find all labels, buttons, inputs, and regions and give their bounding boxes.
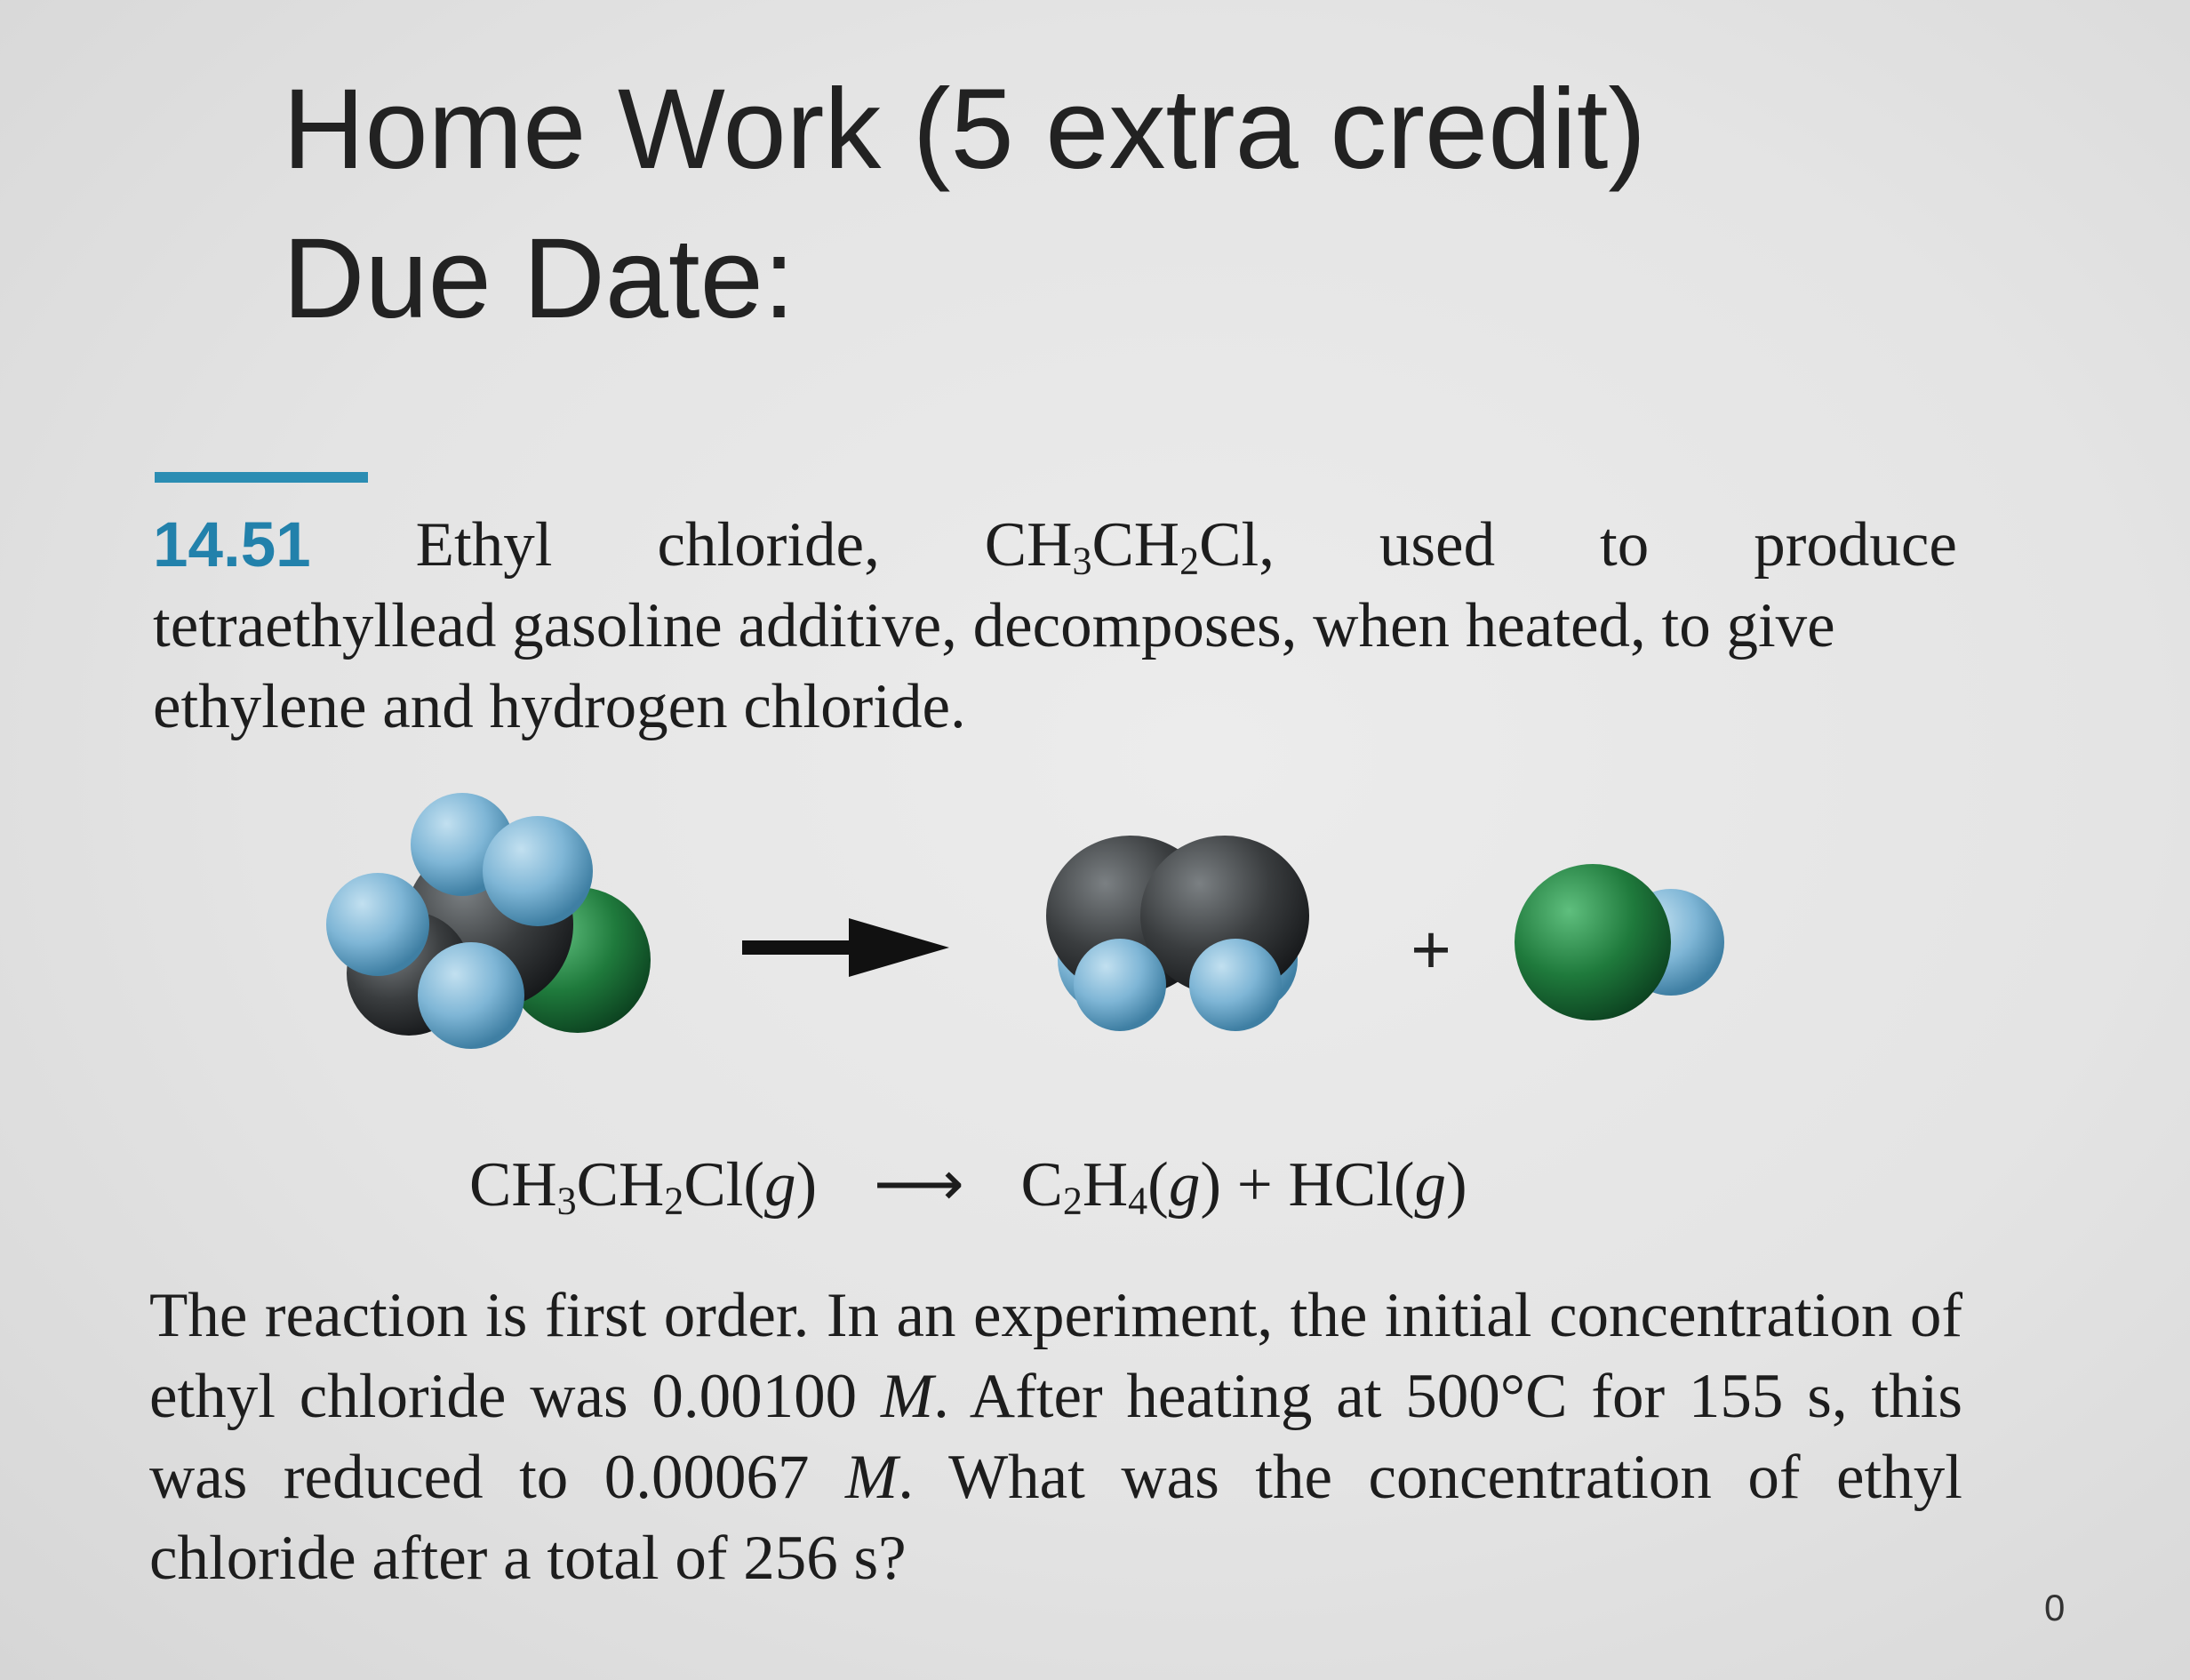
hydrogen-chloride-molecule [1515, 864, 1724, 1020]
reaction-arrow-icon [742, 918, 949, 977]
intro-word: produce [1754, 510, 1957, 580]
problem-number: 14.51 [153, 510, 311, 580]
equation-product-ethylene: $C_2H_4(g)$ [1020, 1150, 1221, 1223]
problem-accent-rule [155, 472, 368, 483]
reaction-equation [469, 1147, 1467, 1221]
ethylene-molecule [1046, 836, 1309, 1031]
intro-word: chloride, [657, 510, 880, 580]
intro-word: Ethyl [415, 510, 553, 580]
equation-arrow: ⟶ [873, 1150, 964, 1220]
intro-word: to [1600, 510, 1650, 580]
homework-title: Home Work (5 extra credit) [283, 66, 1646, 193]
equation-plus: + [1236, 1150, 1273, 1220]
molecule-diagram [320, 791, 1778, 1067]
problem-intro-first-line [153, 505, 1957, 586]
ethyl-chloride-molecule [326, 793, 651, 1049]
hydrogen-atom [483, 816, 593, 926]
intro-word: used [1379, 510, 1496, 580]
formula-inline: $CH_3CH_2Cl$, [984, 510, 1275, 583]
equation-reactant: $CH_3CH_2Cl(g)$ [469, 1150, 818, 1223]
problem-intro [153, 505, 1957, 748]
hydrogen-atom [1074, 939, 1166, 1031]
chlorine-atom [1515, 864, 1671, 1020]
hydrogen-atom [418, 942, 524, 1049]
problem-question: The reaction is first order. In an experiment, the initial concentration of ethyl chloride was 0.00100 M. After heating at 500°C for 155 s, this was reduced to 0.00067 M. What was the concentration of ethyl chloride after a total of 256 s? [149, 1281, 1962, 1593]
due-date-label: Due Date: [283, 215, 795, 342]
hydrogen-atom [1189, 939, 1282, 1031]
problem-intro-rest: tetraethyllead gasoline additive, decomposes, when heated, to give ethylene and hydrogen chloride. [153, 591, 1835, 741]
plus-sign: + [1411, 910, 1451, 988]
corner-mark: 0 [2044, 1587, 2066, 1628]
hydrogen-atom [326, 873, 429, 976]
equation-product-hcl: HCl(g) [1288, 1150, 1467, 1220]
